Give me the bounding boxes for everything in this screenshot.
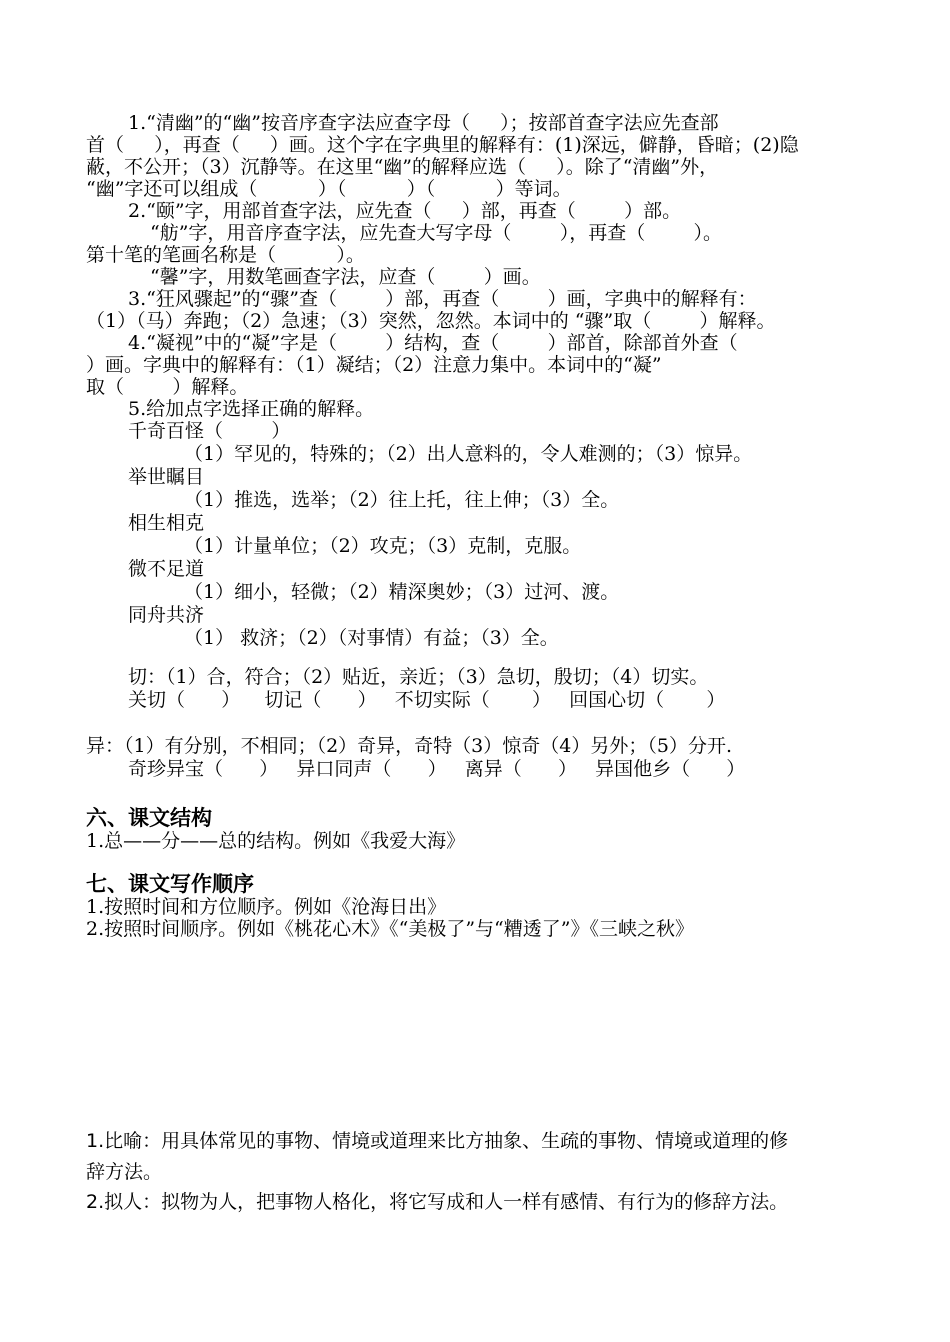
- definition-line: 2.拟人：拟物为人，把事物人格化，将它写成和人一样有感情、有行为的修辞方法。: [86, 1191, 789, 1213]
- exercise-line: 4.“凝视”中的“凝”字是（ ）结构，查（ ）部首，除部首外查（: [128, 332, 738, 354]
- exercise-line: 蔽，不公开；（3）沉静等。在这里“幽”的解释应选（ ）。除了“清幽”外，: [86, 156, 719, 178]
- exercise-line: “舫”字，用音序查字法，应先查大写字母（ ），再查（ ）。: [150, 222, 723, 244]
- exercise-line: 2.“颐”字，用部首查字法，应先查（ ）部，再查（ ）部。: [128, 200, 682, 222]
- fill-in-line: 奇珍异宝（ ） 异口同声（ ） 离异（ ） 异国他乡（ ）: [128, 758, 746, 780]
- exercise-line: 第十笔的笔画名称是（ ）。: [86, 244, 365, 266]
- idiom-term: 举世瞩目: [128, 466, 205, 488]
- exercise-line: 3.“狂风骤起”的“骤”查（ ）部，再查（ ）画，字典中的解释有：: [128, 288, 757, 310]
- idiom-definition: （1） 救济；（2）（对事情）有益；（3）全。: [184, 627, 559, 649]
- list-item: 2.按照时间顺序。例如《桃花心木》《“美极了”与“糟透了”》《三峡之秋》: [86, 918, 694, 940]
- fill-in-line: 关切（ ） 切记（ ） 不切实际（ ） 回国心切（ ）: [128, 689, 726, 711]
- exercise-line: 取（ ）解释。: [86, 376, 249, 398]
- list-item: 1.按照时间和方位顺序。例如《沧海日出》: [86, 896, 447, 918]
- definition-line: 辞方法。: [86, 1161, 163, 1183]
- definition-line: 1.比喻：用具体常见的事物、情境或道理来比方抽象、生疏的事物、情境或道理的修: [86, 1130, 789, 1152]
- exercise-line: 5.给加点字选择正确的解释。: [128, 398, 375, 420]
- exercise-line: “馨”字，用数笔画查字法，应查（ ）画。: [150, 266, 541, 288]
- idiom-term: 同舟共济: [128, 604, 205, 626]
- idiom-definition: （1）推选，选举；（2）往上托，往上伸；（3）全。: [184, 489, 620, 511]
- exercise-line: （1）（马）奔跑；（2）急速；（3）突然，忽然。本词中的 “骤”取（ ）解释。: [86, 310, 776, 332]
- character-meanings: 切：（1）合，符合；（2）贴近，亲近；（3）急切，殷切；（4）切实。: [128, 666, 709, 688]
- section-heading: 七、课文写作顺序: [86, 872, 254, 896]
- idiom-definition: （1）细小，轻微；（2）精深奥妙；（3）过河、渡。: [184, 581, 620, 603]
- exercise-line: “幽”字还可以组成（ ）（ ）（ ）等词。: [86, 178, 572, 200]
- list-item: 1.总——分——总的结构。例如《我爱大海》: [86, 830, 466, 852]
- idiom-definition: （1）计量单位；（2）攻克；（3）克制，克服。: [184, 535, 582, 557]
- idiom-definition: （1）罕见的，特殊的；（2）出人意料的，令人难测的；（3）惊异。: [184, 443, 753, 465]
- idiom-term: 微不足道: [128, 558, 205, 580]
- exercise-line: 首（ ），再查（ ）画。这个字在字典里的解释有：(1)深远，僻静，昏暗；(2)隐: [86, 134, 799, 156]
- exercise-line: ）画。字典中的解释有：（1）凝结；（2）注意力集中。本词中的“凝”: [86, 354, 662, 376]
- character-meanings: 异：（1）有分别，不相同；（2）奇异，奇特（3）惊奇（4）另外；（5）分开.: [86, 735, 732, 757]
- idiom-term: 千奇百怪（ ）: [128, 420, 291, 442]
- exercise-line: 1.“清幽”的“幽”按音序查字法应查字母（ ）；按部首查字法应先查部: [128, 112, 719, 134]
- idiom-term: 相生相克: [128, 512, 205, 534]
- section-heading: 六、课文结构: [86, 806, 212, 830]
